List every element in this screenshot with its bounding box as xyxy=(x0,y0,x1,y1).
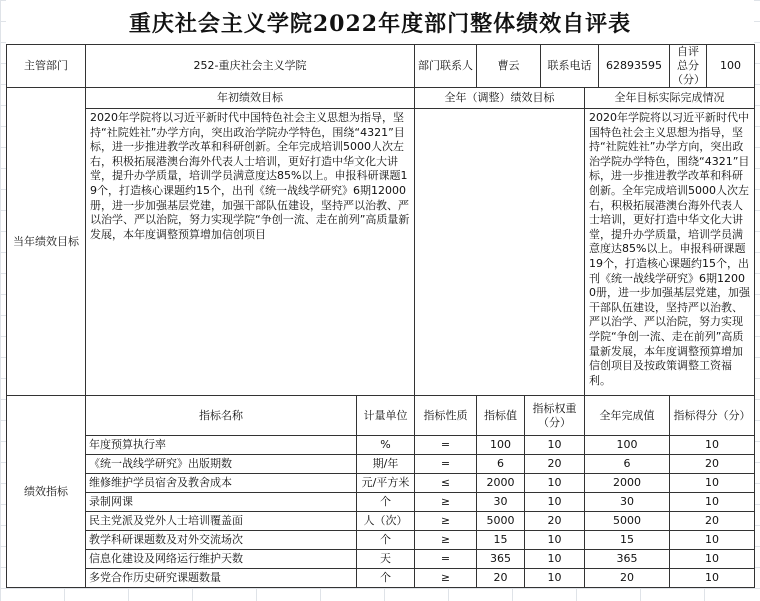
indicator-weight[interactable]: 10 xyxy=(525,474,585,493)
evaluation-table xyxy=(6,44,755,588)
indicator-name[interactable]: 《统一战线学研究》出版期数 xyxy=(86,455,357,474)
dept-value[interactable]: 252-重庆社会主义学院 xyxy=(86,45,415,88)
goals-col-initial: 年初绩效目标 xyxy=(86,88,415,109)
indicator-score[interactable]: 10 xyxy=(670,493,755,512)
score-label: 自评总分（分） xyxy=(670,45,707,88)
contact-label: 部门联系人 xyxy=(415,45,477,88)
indicator-score[interactable]: 10 xyxy=(670,474,755,493)
sheet-title: 重庆社会主义学院2022年度部门整体绩效自评表 xyxy=(6,0,754,44)
indicator-score[interactable]: 20 xyxy=(670,455,755,474)
indicator-nature[interactable]: ≥ xyxy=(415,512,477,531)
indicator-name[interactable]: 录制网课 xyxy=(86,493,357,512)
indicator-weight[interactable]: 10 xyxy=(525,493,585,512)
indicator-name[interactable]: 维修维护学员宿舍及教舍成本 xyxy=(86,474,357,493)
col-score-header: 指标得分（分） xyxy=(670,396,755,436)
indicator-value[interactable]: 30 xyxy=(477,493,525,512)
goals-content-row xyxy=(7,109,755,396)
col-nature-header: 指标性质 xyxy=(415,396,477,436)
score-value[interactable]: 100 xyxy=(707,45,755,88)
indicator-unit[interactable]: 个 xyxy=(357,493,415,512)
indicator-name[interactable]: 民主党派及党外人士培训覆盖面 xyxy=(86,512,357,531)
table-row xyxy=(7,455,755,474)
col-weight-header: 指标权重（分） xyxy=(525,396,585,436)
indicator-actual[interactable]: 5000 xyxy=(585,512,670,531)
indicator-nature[interactable]: = xyxy=(415,550,477,569)
phone-value[interactable]: 62893595 xyxy=(599,45,670,88)
adjusted-goal-text[interactable] xyxy=(415,109,585,396)
indicator-actual[interactable]: 2000 xyxy=(585,474,670,493)
indicator-actual[interactable]: 365 xyxy=(585,550,670,569)
indicator-value[interactable]: 365 xyxy=(477,550,525,569)
phone-label: 联系电话 xyxy=(541,45,599,88)
indicator-nature[interactable]: ≥ xyxy=(415,531,477,550)
indicator-unit[interactable]: 期/年 xyxy=(357,455,415,474)
indicators-row-label: 绩效指标 xyxy=(7,396,86,588)
table-row xyxy=(7,493,755,512)
indicator-value[interactable]: 6 xyxy=(477,455,525,474)
table-row xyxy=(7,512,755,531)
indicator-name[interactable]: 信息化建设及网络运行维护天数 xyxy=(86,550,357,569)
dept-label: 主管部门 xyxy=(7,45,86,88)
col-unit-header: 计量单位 xyxy=(357,396,415,436)
table-row xyxy=(7,550,755,569)
indicator-weight[interactable]: 20 xyxy=(525,512,585,531)
initial-goal-text[interactable]: 2020年学院将以习近平新时代中国特色社会主义思想为指导，坚持“社院姓社”办学方向，突出政治学院办学特色，围绕“4321”目标，进一步推进教学改革和科研创新。全年完成培训5000人次左右，积极拓展港澳台海外代表人士培训，更好打造中华文化大讲堂，提升办学质量，培训学员满意度达85%以上。申报科研课题19个，打造核心课题约15个，出刊《统一战线学研究》6期12000册，进一步加强基层党建，加强干部队伍建设，坚持严以治教、严以治学、严以治院，努力实现学院“争创一流、走在前列”高质量新发展，本年度调整预算增加信创项目 xyxy=(86,109,415,396)
indicator-value[interactable]: 2000 xyxy=(477,474,525,493)
indicators-header-row xyxy=(7,396,755,436)
indicator-actual[interactable]: 15 xyxy=(585,531,670,550)
indicator-nature[interactable]: = xyxy=(415,455,477,474)
indicator-nature[interactable]: ≥ xyxy=(415,493,477,512)
indicator-score[interactable]: 10 xyxy=(670,569,755,588)
indicator-score[interactable]: 20 xyxy=(670,512,755,531)
indicator-name[interactable]: 年度预算执行率 xyxy=(86,436,357,455)
indicator-name[interactable]: 教学科研课题数及对外交流场次 xyxy=(86,531,357,550)
indicator-unit[interactable]: 个 xyxy=(357,531,415,550)
indicator-value[interactable]: 5000 xyxy=(477,512,525,531)
col-name-header: 指标名称 xyxy=(86,396,357,436)
indicator-value[interactable]: 20 xyxy=(477,569,525,588)
indicator-unit[interactable]: 人（次） xyxy=(357,512,415,531)
indicator-score[interactable]: 10 xyxy=(670,531,755,550)
indicator-value[interactable]: 15 xyxy=(477,531,525,550)
indicator-score[interactable]: 10 xyxy=(670,550,755,569)
indicator-score[interactable]: 10 xyxy=(670,436,755,455)
actual-goal-text[interactable]: 2020年学院将以习近平新时代中国特色社会主义思想为指导，坚持“社院姓社”办学方向，突出政治学院办学特色，围绕“4321”目标，进一步推进教学改革和科研创新。全年完成培训5000人次左右，积极拓展港澳台海外代表人士培训，更好打造中华文化大讲堂，提升办学质量，培训学员满意度达85%以上。申报科研课题19个，打造核心课题约15个，出刊《统一战线学研究》6期12000册，进一步加强基层党建，加强干部队伍建设，坚持严以治教、严以治学、严以治院，努力实现学院“争创一流、走在前列”高质量新发展，本年度调整预算增加信创项目及按政策调整工资福利。 xyxy=(585,109,755,396)
col-actual-header: 全年完成值 xyxy=(585,396,670,436)
indicator-nature[interactable]: = xyxy=(415,436,477,455)
indicator-actual[interactable]: 20 xyxy=(585,569,670,588)
col-value-header: 指标值 xyxy=(477,396,525,436)
indicator-weight[interactable]: 20 xyxy=(525,455,585,474)
header-row xyxy=(7,45,755,88)
contact-value[interactable]: 曹云 xyxy=(477,45,541,88)
goals-header-row xyxy=(7,88,755,109)
indicator-actual[interactable]: 100 xyxy=(585,436,670,455)
indicator-actual[interactable]: 6 xyxy=(585,455,670,474)
goals-col-actual: 全年目标实际完成情况 xyxy=(585,88,755,109)
indicator-weight[interactable]: 10 xyxy=(525,569,585,588)
indicator-unit[interactable]: 天 xyxy=(357,550,415,569)
indicator-nature[interactable]: ≥ xyxy=(415,569,477,588)
indicator-unit[interactable]: 元/平方米 xyxy=(357,474,415,493)
table-row xyxy=(7,569,755,588)
table-row xyxy=(7,531,755,550)
indicator-nature[interactable]: ≤ xyxy=(415,474,477,493)
indicator-weight[interactable]: 10 xyxy=(525,550,585,569)
table-row xyxy=(7,436,755,455)
indicator-weight[interactable]: 10 xyxy=(525,531,585,550)
table-row xyxy=(7,474,755,493)
indicator-name[interactable]: 多党合作历史研究课题数量 xyxy=(86,569,357,588)
indicator-weight[interactable]: 10 xyxy=(525,436,585,455)
goals-col-adjusted: 全年（调整）绩效目标 xyxy=(415,88,585,109)
indicator-unit[interactable]: % xyxy=(357,436,415,455)
indicator-unit[interactable]: 个 xyxy=(357,569,415,588)
goals-row-label: 当年绩效目标 xyxy=(7,88,86,396)
indicator-value[interactable]: 100 xyxy=(477,436,525,455)
indicator-actual[interactable]: 30 xyxy=(585,493,670,512)
